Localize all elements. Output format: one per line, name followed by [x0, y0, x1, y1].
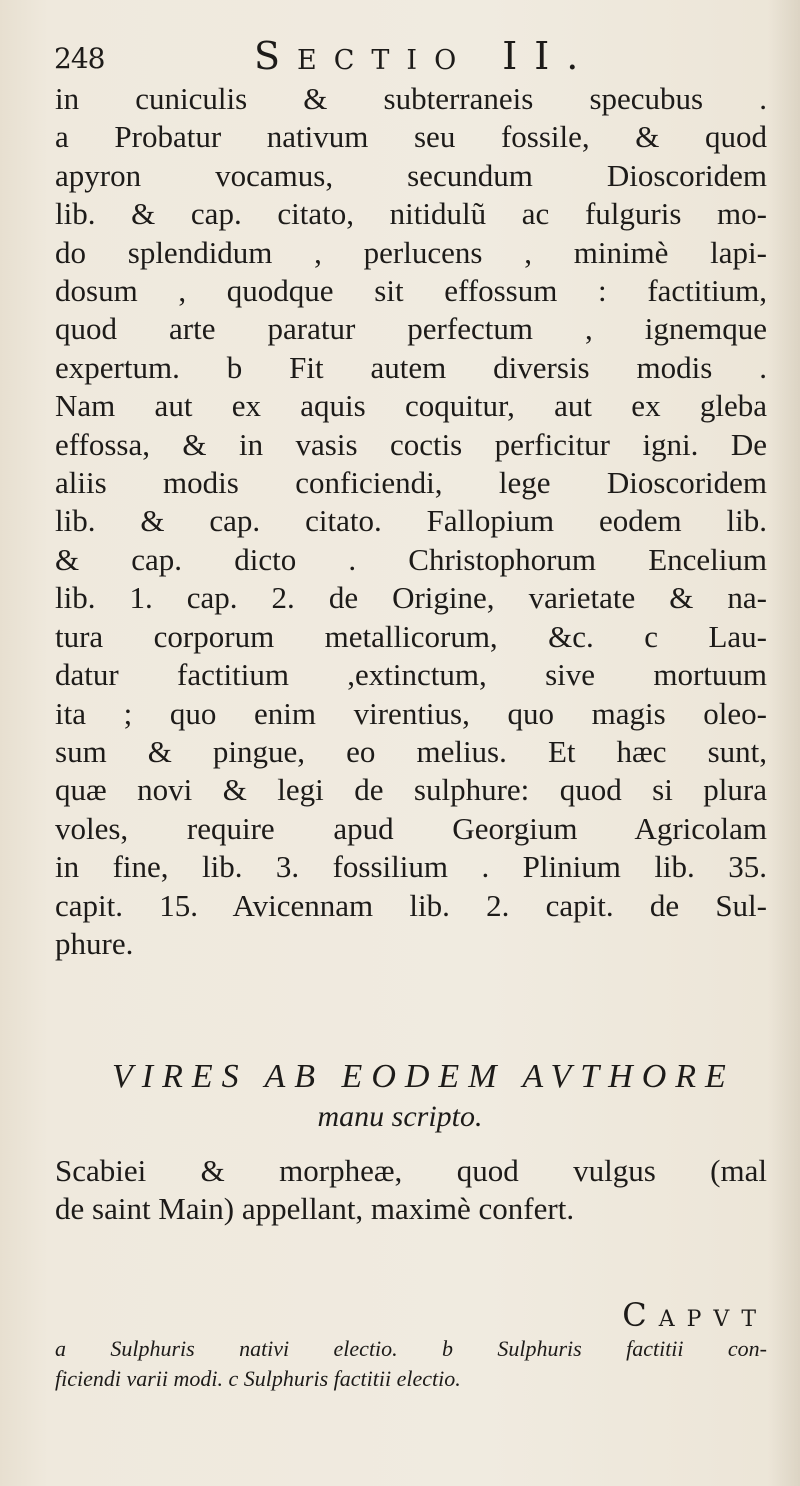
text-line: de saint Main) appellant, maximè confert. — [55, 1191, 575, 1226]
text-line: Scabiei & morpheæ, quod vulgus (mal — [55, 1153, 767, 1188]
text-line: sum & pingue, eo melius. Et hæc sunt, — [55, 733, 767, 769]
marginal-notes — [55, 1334, 767, 1394]
text-line: phure. — [55, 925, 134, 961]
text-line: capit. 15. Avicennam lib. 2. capit. de Sul- — [55, 887, 767, 923]
section-heading: VIRES AB EODEM AVTHORE — [112, 1058, 735, 1095]
running-head: Sectio II. — [254, 34, 596, 78]
text-line: lib. & cap. citato. Fallopium eodem lib. — [55, 503, 767, 539]
text-line: voles, require apud Georgium Agricolam — [55, 810, 767, 846]
text-line: quæ novi & legi de sulphure: quod si plura — [55, 772, 767, 808]
text-line: lib. & cap. citato, nitidulũ ac fulguris mo- — [55, 196, 767, 232]
main-text-block — [55, 80, 767, 963]
text-line: do splendidum , perlucens , minimè lapi- — [55, 234, 767, 270]
section-subheading: manu scripto. — [317, 1100, 483, 1133]
text-line: datur factitium ,extinctum, sive mortuum — [55, 657, 767, 693]
text-line: in fine, lib. 3. fossilium . Plinium lib. 35. — [55, 849, 767, 885]
text-line: Nam aut ex aquis coquitur, aut ex gleba — [55, 388, 767, 424]
text-line: expertum. b Fit autem diversis modis . — [55, 349, 767, 385]
text-line: dosum , quodque sit effossum : factitium, — [55, 273, 767, 309]
footnote-line: ficiendi varii modi. c Sulphuris factitii electio. — [55, 1366, 461, 1391]
page-number: 248 — [54, 42, 105, 75]
vires-text-block — [55, 1152, 767, 1228]
footnote-line: a Sulphuris nativi electio. b Sulphuris factitii con- — [55, 1336, 767, 1361]
text-line: in cuniculis & subterraneis specubus . — [55, 81, 767, 116]
text-line: quod arte paratur perfectum , ignemque — [55, 311, 767, 347]
text-line: a Probatur nativum seu fossile, & quod — [55, 119, 767, 155]
text-line: & cap. dicto . Christophorum Encelium — [55, 541, 767, 577]
page-header — [54, 34, 774, 78]
text-line: ita ; quo enim virentius, quo magis oleo- — [55, 695, 767, 731]
text-line: aliis modis conficiendi, lege Dioscoridem — [55, 465, 767, 501]
text-line: apyron vocamus, secundum Dioscoridem — [55, 157, 767, 193]
page-edge-shadow — [768, 0, 800, 1486]
text-line: lib. 1. cap. 2. de Origine, varietate & na- — [55, 580, 767, 616]
text-line: tura corporum metallicorum, &c. c Lau- — [55, 618, 767, 654]
catchword: Capvt — [622, 1296, 768, 1334]
text-line: effossa, & in vasis coctis perficitur igni. De — [55, 426, 767, 462]
